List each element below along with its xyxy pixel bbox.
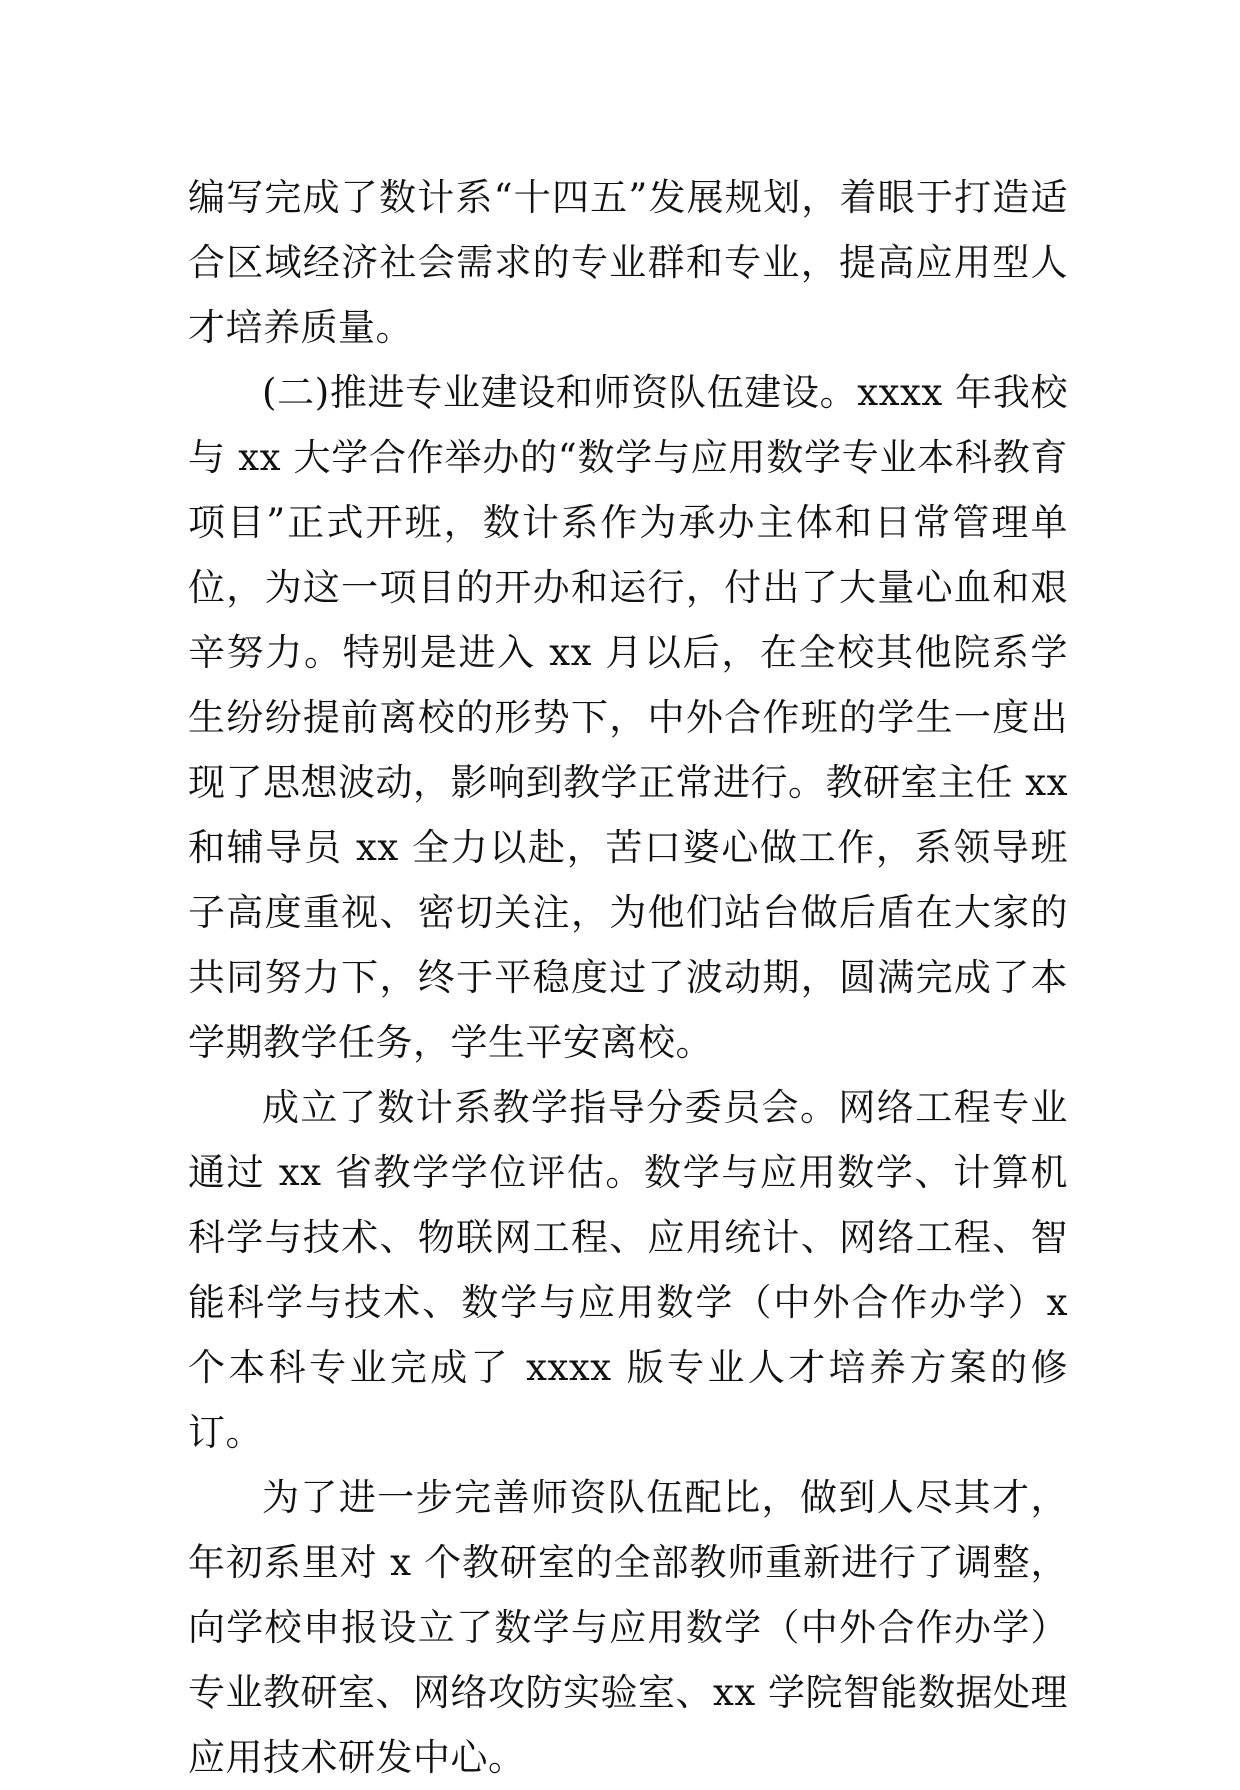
paragraph-section-two: (二)推进专业建设和师资队伍建设。xxxx 年我校与 xx 大学合作举办的“数学与应用数学专业本科教育项目”正式开班，数计系作为承办主体和日常管理单位，为这一项目的开办和运行，付出了大量心血和艰辛努力。特别是进入 xx 月以后，在全校其他院系学生纷纷提前离校的形势下，中外合作班的学生一度出现了思想波动，影响到教学正常进行。教研室主任 xx 和辅导员 xx 全力以赴，苦口婆心做工作，系领导班子高度重视、密切关注，为他们站台做后盾在大家的共同努力下，终于平稳度过了波动期，圆满完成了本学期教学任务，学生平安离校。 [188, 371, 1068, 1064]
paragraph-continuation: 编写完成了数计系“十四五”发展规划，着眼于打造适合区域经济社会需求的专业群和专业，提高应用型人才培养质量。 [188, 176, 1068, 349]
document-body [188, 165, 1068, 1790]
paragraph-faculty: 为了进一步完善师资队伍配比，做到人尽其才，年初系里对 x 个教研室的全部教师重新进行了调整，向学校申报设立了数学与应用数学（中外合作办学）专业教研室、网络攻防实验室、xx 学院智能数据处理应用技术研发中心。 [188, 1476, 1068, 1779]
paragraph-committee: 成立了数计系教学指导分委员会。网络工程专业通过 xx 省教学学位评估。数学与应用数学、计算机科学与技术、物联网工程、应用统计、网络工程、智能科学与技术、数学与应用数学（中外合作办学）x 个本科专业完成了 xxxx 版专业人才培养方案的修订。 [188, 1086, 1068, 1454]
